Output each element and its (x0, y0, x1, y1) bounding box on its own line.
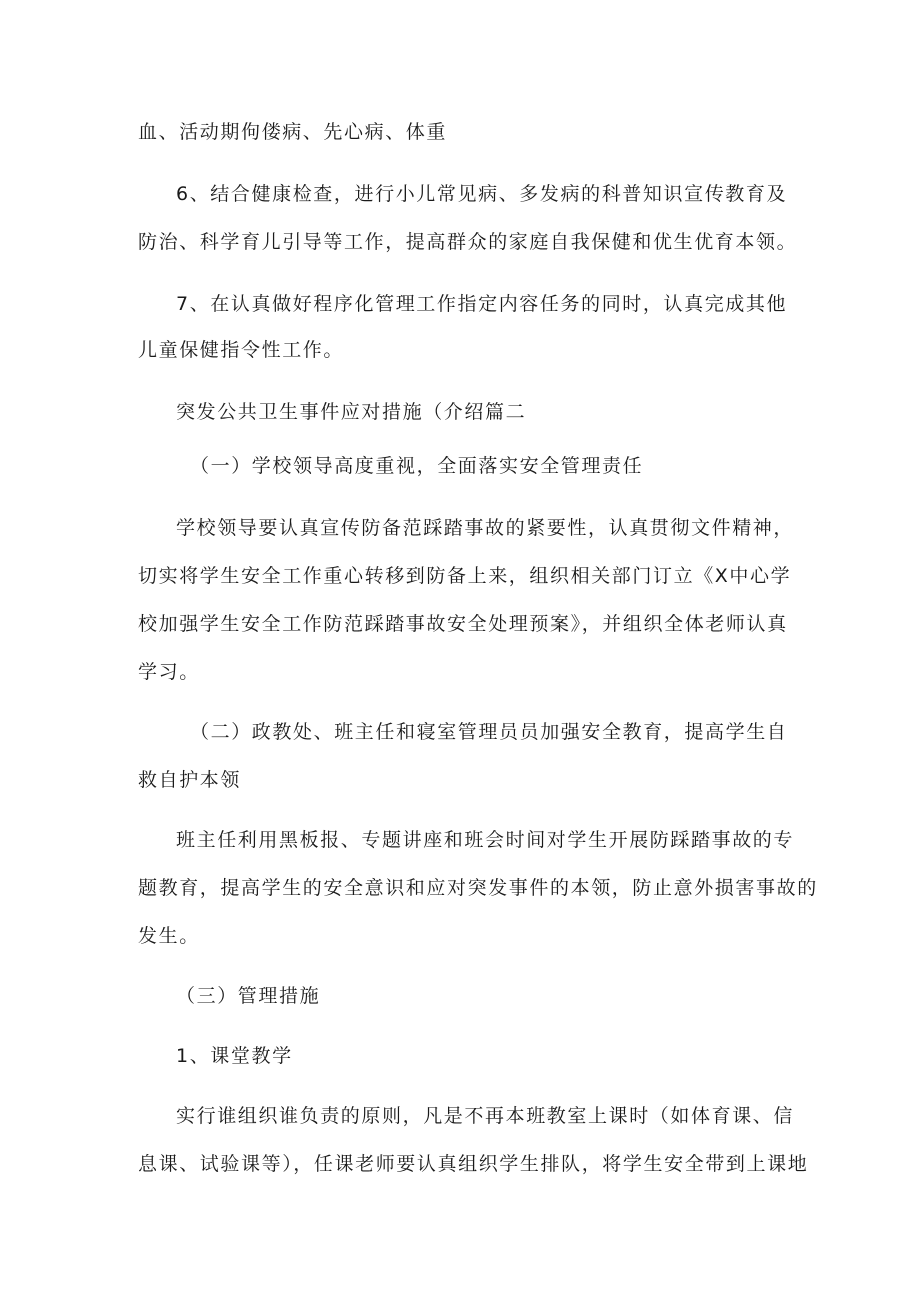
text-line: 切实将学生安全工作重心转移到防备上来，组织相关部门订立《X中心学 (138, 565, 792, 587)
text-line: 防治、科学育儿引导等工作，提高群众的家庭自我保健和优生优育本领。 (138, 231, 798, 253)
text-line: 7、在认真做好程序化管理工作指定内容任务的同时，认真完成其他 (176, 293, 788, 315)
text-line: 发生。 (138, 925, 200, 947)
subsection-heading: （一）学校领导高度重视，全面落实安全管理责任 (190, 455, 644, 477)
text-line: 学习。 (138, 661, 200, 683)
text-line: 救自护本领 (138, 769, 242, 791)
text-line: 息课、试验课等），任课老师要认真组织学生排队，将学生安全带到上课地 (138, 1153, 809, 1175)
text-line: 6、结合健康检查，进行小儿常见病、多发病的科普知识宣传教育及 (176, 183, 788, 205)
text-line: 校加强学生安全工作防范踩踏事故安全处理预案》，并组织全体老师认真 (138, 613, 788, 635)
list-item-heading: 1、课堂教学 (176, 1045, 293, 1067)
text-line: 实行谁组织谁负责的原则，凡是不再本班教室上课时（如体育课、信 (176, 1105, 795, 1127)
section-title: 突发公共卫生事件应对措施（介绍篇二 (176, 401, 527, 423)
text-line: 儿童保健指令性工作。 (138, 339, 345, 361)
subsection-heading: （三）管理措施 (176, 985, 321, 1007)
subsection-heading: （二）政教处、班主任和寝室管理员员加强安全教育，提高学生自 (190, 721, 788, 743)
text-line: 学校领导要认真宣传防备范踩踏事故的紧要性，认真贯彻文件精神， (176, 517, 795, 539)
text-line: 班主任利用黑板报、专题讲座和班会时间对学生开展防踩踏事故的专 (176, 829, 795, 851)
text-line: 血、活动期佝偻病、先心病、体重 (138, 121, 448, 143)
text-line: 题教育，提高学生的安全意识和应对突发事件的本领，防止意外损害事故的 (138, 877, 818, 899)
